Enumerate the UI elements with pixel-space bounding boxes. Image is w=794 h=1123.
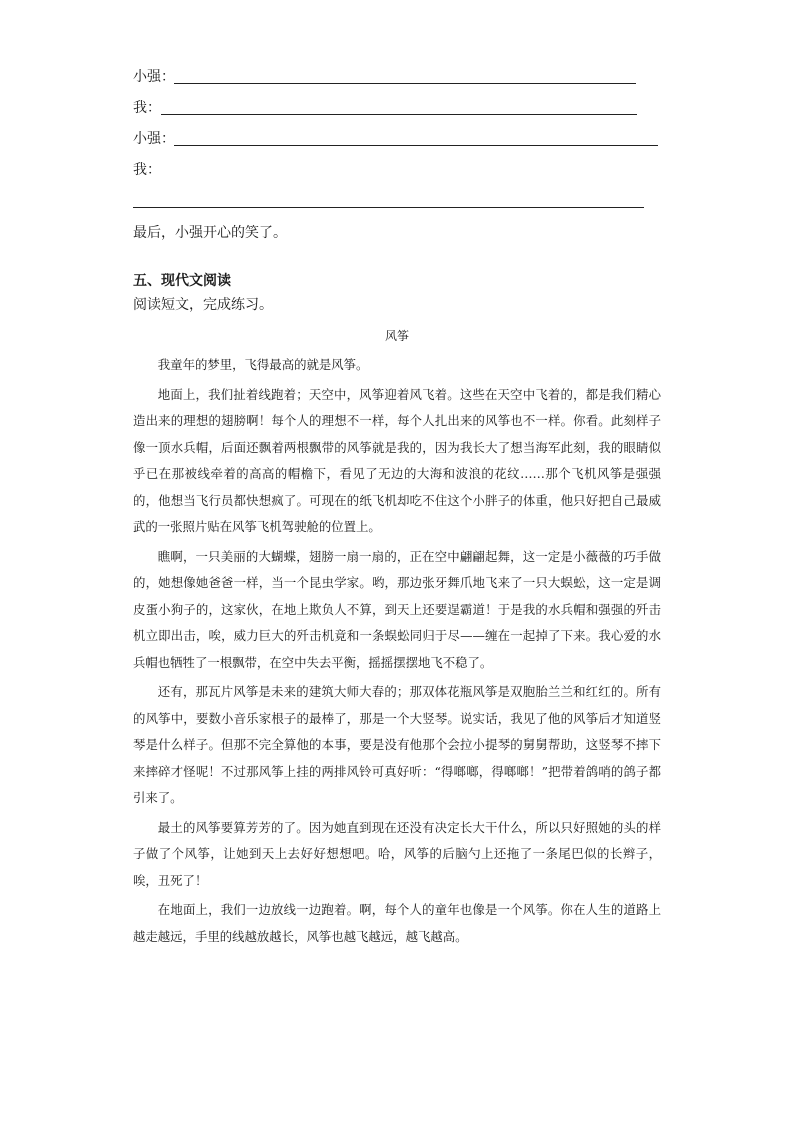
story-paragraph: 还有，那瓦片风筝是未来的建筑大师大春的；那双体花瓶风筝是双胞胎兰兰和红红的。所有的风筝中，要数小音乐家根子的最棒了，那是一个大竖琴。说实话，我见了他的风筝后才知道竖琴是什么样子。但那不完全算他的本事，要是没有他那个会拉小提琴的舅舅帮助，这竖琴不摔下来摔碎才怪呢！不过那风筝上挂的两排风铃可真好听：“得啷啷，得啷啷！”把带着鸽哨的鸽子都引来了。 (133, 684, 661, 805)
story-paragraph: 在地面上，我们一边放线一边跑着。啊，每个人的童年也像是一个风筝。你在人生的道路上越走越远，手里的线越放越长，风筝也越飞越远，越飞越高。 (133, 902, 661, 944)
speaker-label: 小强： (133, 131, 175, 147)
answer-blank[interactable] (174, 145, 658, 146)
answer-blank[interactable] (174, 83, 636, 84)
closing-line: 最后，小强开心的笑了。 (133, 225, 287, 241)
speaker-label: 我： (133, 162, 161, 178)
speaker-label: 小强： (133, 69, 175, 85)
story-paragraph: 最土的风筝要算芳芳的了。因为她直到现在还没有决定长大干什么，所以只好照她的头的样子做了个风筝，让她到天上去好好想想吧。哈，风筝的后脑勺上还拖了一条尾巴似的长辫子，唉，丑死了！ (133, 819, 661, 888)
story-paragraph: 我童年的梦里，飞得最高的就是风筝。 (157, 357, 369, 372)
speaker-label: 我： (133, 100, 161, 116)
story-paragraph: 地面上，我们扯着线跑着；天空中，风筝迎着风飞着。这些在天空中飞着的，都是我们精心造出来的理想的翅膀啊！每个人的理想不一样，每个人扎出来的风筝也不一样。你看。此刻样子像一顶水兵帽，后面还飘着两根飘带的风筝就是我的，因为我长大了想当海军此刻，我的眼睛似乎已在那被线牵着的高高的帽檐下，看见了无边的大海和波浪的花纹……那个飞机风筝是强强的，他想当飞行员都快想疯了。可现在的纸飞机却吃不住这个小胖子的体重，他只好把自己最威武的一张照片贴在风筝飞机驾驶舱的位置上。 (133, 386, 661, 534)
story-paragraph: 瞧啊，一只美丽的大蝴蝶，翅膀一扇一扇的，正在空中翩翩起舞，这一定是小薇薇的巧手做的，她想像她爸爸一样，当一个昆虫学家。哟，那边张牙舞爪地飞来了一只大蜈蚣，这一定是调皮蛋小狗子的，这家伙，在地上欺负人不算，到天上还要逞霸道！于是我的水兵帽和强强的歼击机立即出击，唉，威力巨大的歼击机竟和一条蜈蚣同归于尽——缠在一起掉了下来。我心爱的水兵帽也牺牲了一根飘带，在空中失去平衡，摇摇摆摆地飞不稳了。 (133, 548, 661, 670)
section-instruction: 阅读短文，完成练习。 (133, 297, 273, 313)
answer-blank-full[interactable] (133, 207, 644, 208)
section-title: 五、现代文阅读 (133, 273, 231, 289)
answer-blank[interactable] (161, 114, 637, 115)
story-title: 风筝 (384, 329, 409, 343)
story-body (133, 352, 661, 950)
